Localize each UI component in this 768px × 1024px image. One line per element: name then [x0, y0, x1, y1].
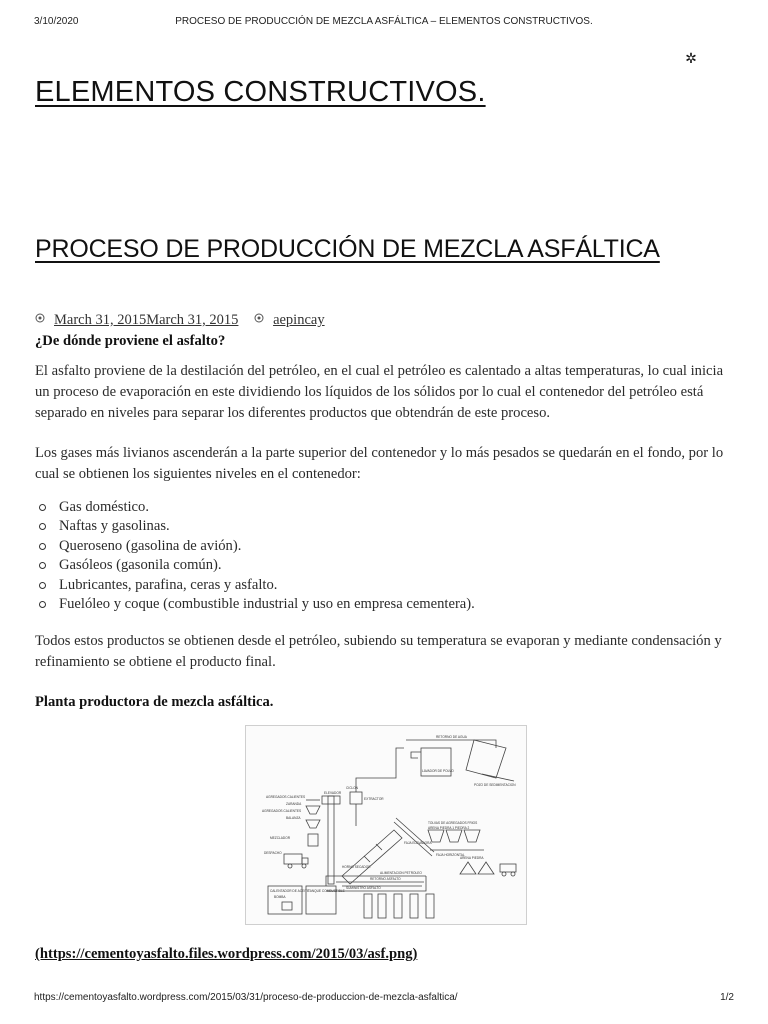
label-retorno-agua: RETORNO DE AGUA	[436, 735, 467, 740]
user-icon	[254, 313, 264, 323]
label-suministro-asfalto: SUMINISTRO ASFALTO	[346, 886, 381, 891]
print-date: 3/10/2020	[34, 16, 79, 27]
star-icon: ✲	[685, 52, 697, 67]
list-item: Naftas y gasolinas.	[35, 517, 735, 536]
bullet-icon	[39, 504, 46, 511]
bullet-icon	[39, 601, 46, 608]
levels-list	[35, 498, 735, 614]
label-mezclador: MEZCLADOR	[270, 836, 291, 841]
list-item: Gas doméstico.	[35, 498, 735, 517]
label-calentador: CALENTADOR DE ACEITE	[270, 889, 310, 894]
list-item: Lubricantes, parafina, ceras y asfalto.	[35, 576, 735, 595]
paragraph-2: Los gases más livianos ascenderán a la parte superior del contenedor y lo más pesados se quedarán en el fondo, por lo cual se obtienen los siguientes niveles en el contenedor:	[35, 445, 724, 482]
diagram-svg	[246, 726, 526, 924]
label-pozo-sedimentacion: POZO DE SEDIMENTACION	[474, 783, 516, 788]
bullet-icon	[39, 543, 46, 550]
label-alimentacion-petroleo: ALIMENTACION PETROLEO	[380, 871, 422, 876]
list-item: Fuelóleo y coque (combustible industrial y uso en empresa cementera).	[35, 595, 735, 614]
post-title[interactable]: PROCESO DE PRODUCCIÓN DE MEZCLA ASFÁLTICA	[35, 235, 660, 263]
list-item: Gasóleos (gasonila común).	[35, 556, 735, 575]
label-balanza: BALANZA	[286, 816, 301, 821]
list-item: Queroseno (gasolina de avión).	[35, 537, 735, 556]
clock-icon	[35, 313, 45, 323]
label-zaranda: ZARANDA	[286, 802, 302, 807]
section-heading: Planta productora de mezcla asfáltica.	[35, 694, 274, 711]
label-bomba: BOMBA	[274, 895, 286, 900]
paragraph-3: Todos estos productos se obtienen desde el petróleo, subiendo su temperatura se evaporan y mediante condensación y refinamiento se obtiene el producto final.	[35, 633, 722, 671]
figure-source-link-wrap	[35, 946, 417, 963]
bullet-icon	[39, 582, 46, 589]
label-faja-horizontal: FAJA HORIZONTAL	[436, 853, 465, 858]
print-header	[34, 16, 734, 30]
asphalt-plant-diagram[interactable]	[245, 725, 527, 925]
label-tolvas: TOLVAS DE AGREGADOS FRIOS	[428, 821, 478, 826]
label-horno-secador: HORNO SECADOR	[342, 865, 371, 870]
print-page-number: 1/2	[720, 992, 734, 1003]
paragraph-1: El asfalto proviene de la destilación del petróleo, en el cual el petróleo es calentado a altas temperaturas, lo cual inicia un proceso de evaporación en este dividiendo los líquidos de los sólidos por lo cual el contenedor del petróleo está separado en niveles para separar los diferentes productos que obtendrán de este proceso.	[35, 363, 724, 421]
label-lavador-polvo: LAVADOR DE POLVO	[422, 769, 454, 774]
label-extractor: EXTRACTOR	[364, 797, 384, 802]
label-arena-piedra: ARENA PIEDRA 1 PIEDRA 2	[428, 826, 470, 831]
label-agregados-calientes-2: AGREGADOS CALIENTES	[262, 809, 302, 814]
label-ciclon: CICLON	[346, 786, 359, 791]
post-meta	[35, 312, 325, 329]
label-agregados-calientes: AGREGADOS CALIENTES	[266, 795, 306, 800]
bullet-icon	[39, 523, 46, 530]
question-heading: ¿De dónde proviene el asfalto?	[35, 333, 226, 349]
bullet-icon	[39, 562, 46, 569]
post-date-link[interactable]: March 31, 2015March 31, 2015	[54, 312, 239, 328]
label-arena-piedra-2: ARENA PIEDRA	[460, 856, 484, 861]
print-url: https://cementoyasfalto.wordpress.com/2015/03/31/proceso-de-produccion-de-mezcla-asfaltica/	[34, 992, 458, 1003]
label-faja-elevadora: FAJA ELEVADORA	[404, 841, 432, 846]
label-tanque-combustible: TANQUE COMBUSTIBLE	[308, 889, 345, 894]
site-title[interactable]: ELEMENTOS CONSTRUCTIVOS.	[35, 76, 486, 108]
label-elevador: ELEVADOR	[324, 791, 342, 796]
figure-source-link[interactable]: (https://cementoyasfalto.files.wordpress.com/2015/03/asf.png)	[35, 946, 418, 962]
label-despacho: DESPACHO	[264, 851, 282, 856]
label-retorno-asfalto: RETORNO ASFALTO	[370, 877, 401, 882]
post-author-link[interactable]: aepincay	[273, 312, 325, 328]
post-content	[35, 331, 735, 925]
print-footer	[34, 992, 734, 1003]
print-document-title: PROCESO DE PRODUCCIÓN DE MEZCLA ASFÁLTICA – ELEMENTOS CONSTRUCTIVOS.	[175, 16, 593, 27]
